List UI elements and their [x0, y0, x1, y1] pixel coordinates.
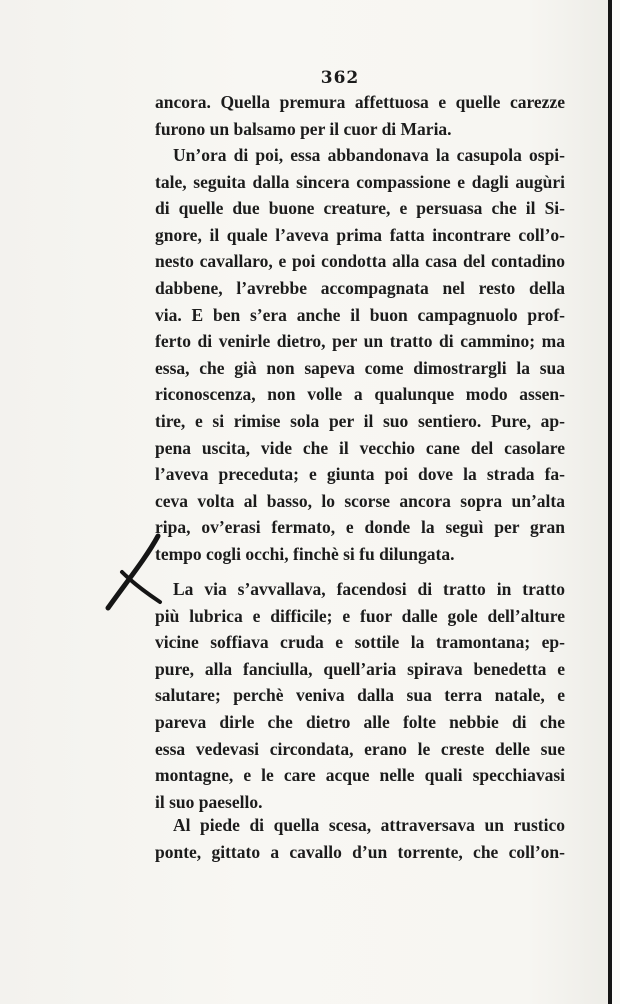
text-line: montagne, e le care acque nelle quali specchiavasi — [155, 765, 565, 786]
text-line: vicine soffiava cruda e sottile la tramontana; ep- — [155, 632, 565, 653]
text-line: più lubrica e difficile; e fuor dalle gole dell’alture — [155, 605, 565, 626]
text-line: ancora. Quella premura affettuosa e quelle carezze — [155, 92, 565, 112]
text-line: ferto di venirle dietro, per un tratto di cammino; ma — [155, 331, 565, 352]
text-line: Al piede di quella scesa, attraversava un rustico — [173, 815, 565, 835]
text-line: riconoscenza, non volle a qualunque modo assen- — [155, 384, 565, 405]
text-line: dabbene, l’avrebbe accompagnata nel resto della — [155, 277, 565, 298]
text-line: salutare; perchè veniva dalla sua terra natale, e — [155, 685, 565, 706]
text-line: nesto cavallaro, e poi condotta alla casa del contadino — [155, 251, 565, 272]
text-line: tire, e si rimise sola per il suo sentiero. Pure, ap- — [155, 410, 565, 431]
text-line: via. E ben s’era anche il buon campagnuolo prof- — [155, 304, 565, 325]
text-line: tale, seguita dalla sincera compassione e dagli augùri — [155, 171, 565, 192]
page-edge-shadow — [608, 0, 612, 1004]
text-line: pena uscita, vide che il vecchio cane del casolare — [155, 437, 565, 458]
text-line: essa vedevasi circondata, erano le creste delle sue — [155, 738, 565, 759]
page-number: 362 — [320, 68, 360, 88]
text-line: essa, che già non sapeva come dimostrargli la sua — [155, 357, 565, 378]
text-line: l’aveva preceduta; e giunta poi dove la strada fa- — [155, 464, 565, 485]
page-margin — [612, 0, 620, 1004]
text-line: Un’ora di poi, essa abbandonava la casupola ospi- — [173, 145, 565, 165]
paragraph-1 — [155, 89, 565, 142]
text-line: ceva volta al basso, lo scorse ancora sopra un’alta — [155, 490, 565, 511]
text-line: tempo cogli occhi, finchè si fu dilungata. — [155, 543, 455, 564]
paragraph-3 — [155, 576, 565, 815]
text-line: La via s’avvallava, facendosi di tratto in tratto — [173, 579, 565, 599]
paragraph-2 — [155, 142, 565, 568]
text-line: pareva dirle che dietro alle folte nebbie di che — [155, 711, 565, 732]
text-line: furono un balsamo per il cuor di Maria. — [155, 118, 452, 139]
text-line: pure, alla fanciulla, quell’aria spirava benedetta e — [155, 658, 565, 679]
text-line: gnore, il quale l’aveva prima fatta incontrare coll’o- — [155, 224, 565, 245]
paragraph-4 — [155, 812, 565, 865]
text-line: di quelle due buone creature, e persuasa che il Si- — [155, 198, 565, 219]
text-line: il suo paesello. — [155, 791, 263, 812]
text-line: ripa, ov’erasi fermato, e donde la seguì per gran — [155, 517, 565, 538]
text-line: ponte, gittato a cavallo d’un torrente, che coll’on- — [155, 841, 565, 862]
